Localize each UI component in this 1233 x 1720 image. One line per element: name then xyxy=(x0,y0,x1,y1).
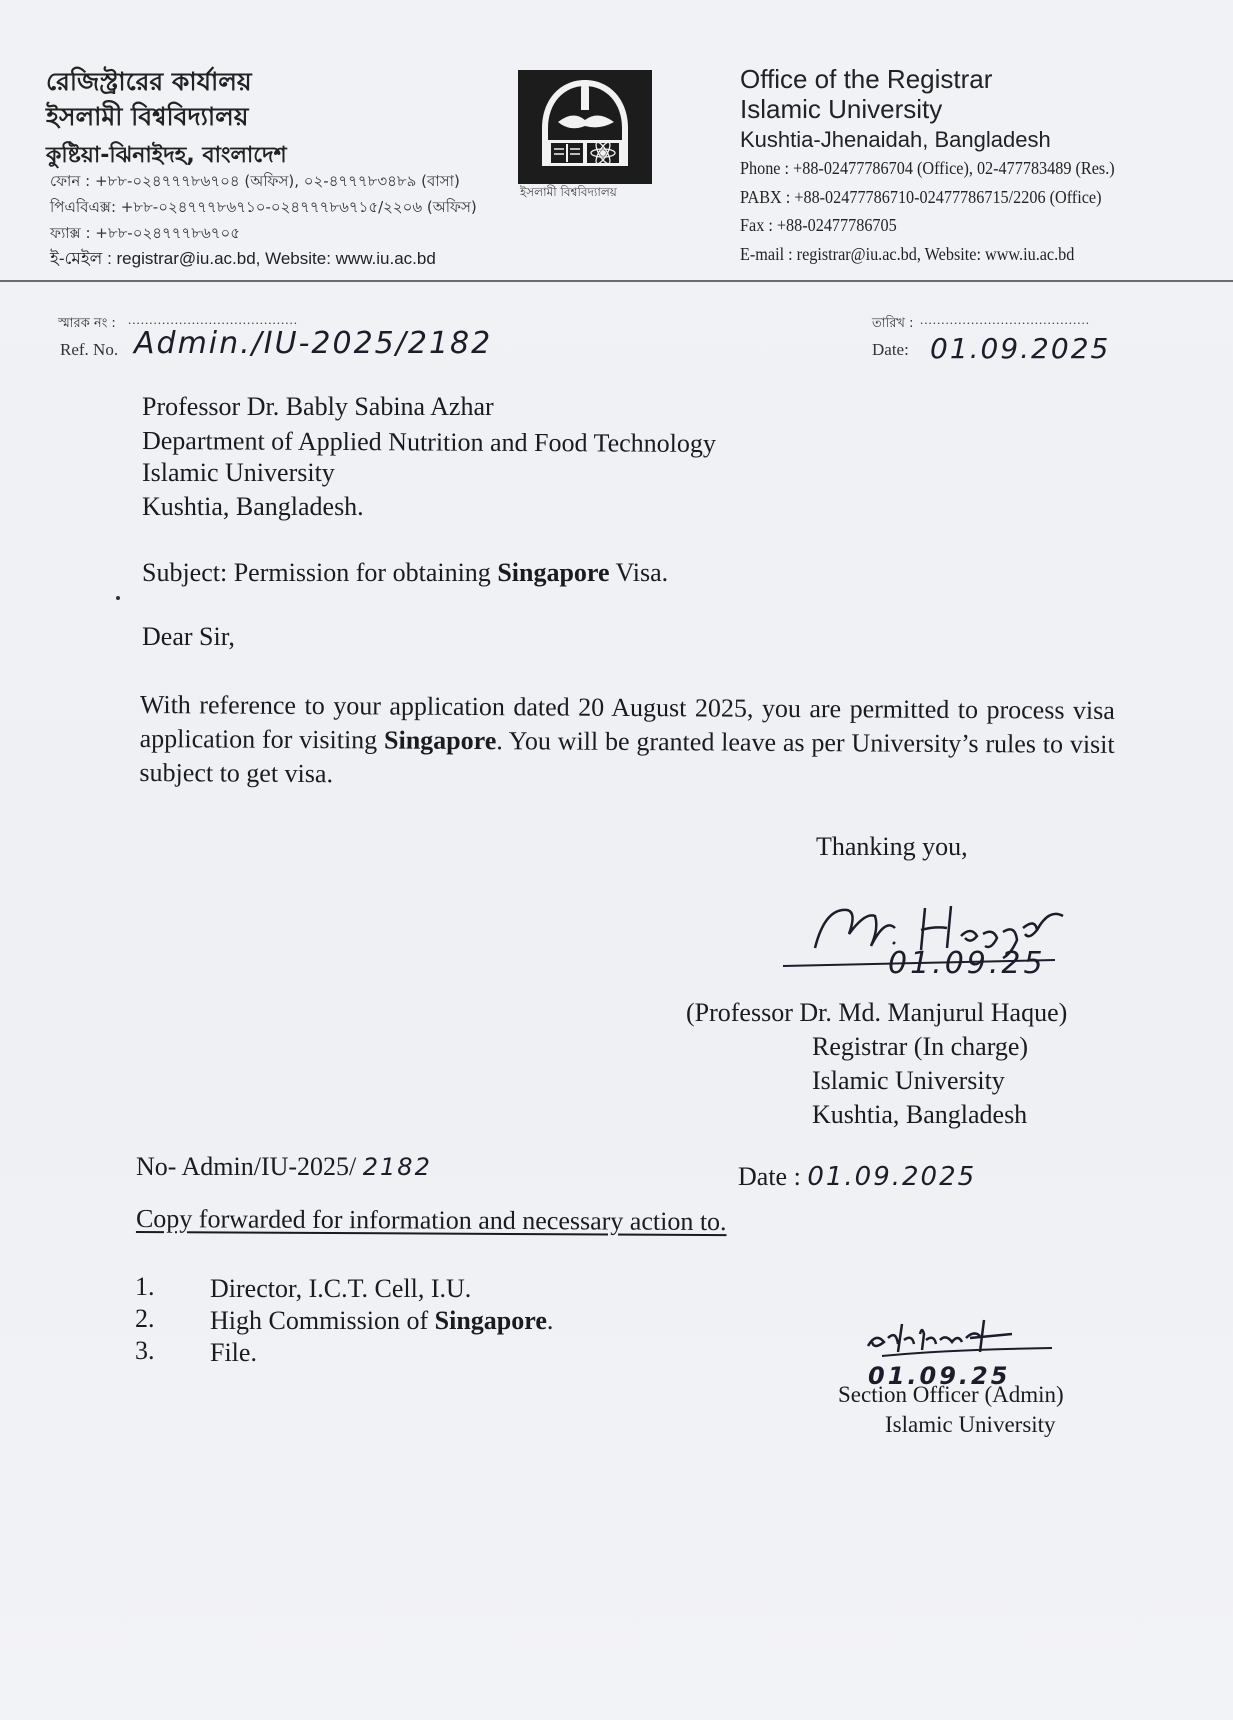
copy-item-text xyxy=(210,1306,553,1336)
closing: Thanking you, xyxy=(816,832,968,861)
bn-location: কুষ্টিয়া-ঝিনাইদহ, বাংলাদেশ xyxy=(46,143,287,168)
body-part2: . You will be granted leave as per University’s rules to visit subject to get visa. xyxy=(139,726,1115,789)
date-label: Date: xyxy=(872,340,909,359)
subject-line xyxy=(142,558,668,588)
registrar-sign-date: 01.09.25 xyxy=(888,946,1046,981)
section-officer-title: Section Officer (Admin) xyxy=(838,1382,1064,1407)
en-fax: Fax : +88-02477786705 xyxy=(740,215,897,235)
copy-item-country: Singapore xyxy=(434,1306,547,1335)
en-university-name: Islamic University xyxy=(740,94,943,124)
body-country: Singapore xyxy=(384,725,497,756)
subject-country: Singapore xyxy=(497,558,610,587)
recipient-university: Islamic University xyxy=(142,458,335,487)
registrar-title: Registrar (In charge) xyxy=(812,1032,1029,1061)
copy-item-end: . xyxy=(546,1306,554,1335)
section-officer-org: Islamic University xyxy=(885,1412,1056,1437)
recipient-department: Department of Applied Nutrition and Food Technology xyxy=(141,426,717,459)
registrar-org: Islamic University xyxy=(812,1066,1005,1095)
en-email-website: E-mail : registrar@iu.ac.bd, Website: www.iu.ac.bd xyxy=(740,244,1075,264)
copy-date-line xyxy=(738,1162,976,1192)
date-handwritten: 01.09.2025 xyxy=(930,332,1111,365)
bn-office-title: রেজিস্ট্রারের কার্যালয় xyxy=(46,67,252,96)
logo-caption: ইসলামী বিশ্ববিদ্যালয় xyxy=(520,185,617,199)
ref-label: Ref. No. xyxy=(60,340,119,359)
registrar-place: Kushtia, Bangladesh xyxy=(812,1100,1028,1129)
recipient-location: Kushtia, Bangladesh. xyxy=(142,492,364,521)
copy-heading: Copy forwarded for information and necessary action to. xyxy=(135,1204,727,1237)
copy-item-text: Director, I.C.T. Cell, I.U. xyxy=(210,1274,472,1303)
university-logo xyxy=(518,70,652,184)
ref-label-bn: স্মারক নং : xyxy=(58,316,116,331)
en-location: Kushtia-Jhenaidah, Bangladesh xyxy=(740,127,1051,152)
header-divider xyxy=(0,280,1233,282)
copy-date-handwritten: 01.09.2025 xyxy=(807,1162,977,1192)
body-part1: With reference to your application dated 20 August 2025, you are permitted to process visa application for visiting xyxy=(139,689,1115,755)
date-label-bn: তারিখ : xyxy=(872,316,914,331)
section-officer-sign-date: 01.09.25 xyxy=(868,1362,1011,1390)
bn-university-name: ইসলামী বিশ্ববিদ্যালয় xyxy=(46,102,249,131)
copy-item-text-plain: High Commission of xyxy=(210,1306,435,1335)
registrar-name: (Professor Dr. Md. Manjurul Haque) xyxy=(686,998,1068,1027)
bn-phone: ফোন : +৮৮-০২৪৭৭৭৮৬৭০৪ (অফিস), ০২-৪৭৭৭৮৩৪৮৯ (বাসা) xyxy=(50,172,460,190)
ref-dots: ........................................ xyxy=(128,312,298,327)
recipient-name: Professor Dr. Bably Sabina Azhar xyxy=(142,392,494,421)
subject-suffix: Visa. xyxy=(609,558,669,587)
bn-pabx: পিএবিএক্স: +৮৮-০২৪৭৭৭৮৬৭১০-০২৪৭৭৭৮৬৭১৫/২২০৬ (অফিস) xyxy=(50,198,477,216)
body-paragraph xyxy=(139,688,1115,796)
copy-item-number: 2. xyxy=(135,1304,155,1333)
copy-item-text: File. xyxy=(210,1338,257,1367)
copy-item-number: 1. xyxy=(135,1272,155,1301)
en-phone: Phone : +88-02477786704 (Office), 02-477783489 (Res.) xyxy=(740,158,1115,178)
bn-email-website: ই-মেইল : registrar@iu.ac.bd, Website: www.iu.ac.bd xyxy=(50,249,436,268)
en-pabx: PABX : +88-02477786710-02477786715/2206 (Office) xyxy=(740,187,1102,207)
copy-no-handwritten: 2182 xyxy=(362,1153,432,1181)
en-office-title: Office of the Registrar xyxy=(740,64,993,94)
copy-item-number: 3. xyxy=(135,1336,155,1365)
ref-number-handwritten: Admin./IU-2025/2182 xyxy=(134,326,493,361)
copy-no-prefix: No- Admin/IU-2025/ xyxy=(136,1152,363,1181)
bn-fax: ফ্যাক্স : +৮৮-০২৪৭৭৭৮৬৭০৫ xyxy=(50,224,240,242)
subject-prefix: Subject: Permission for obtaining xyxy=(142,558,498,587)
date-dots: ........................................ xyxy=(920,312,1090,327)
stray-dot xyxy=(116,596,120,600)
copy-date-prefix: Date : xyxy=(738,1162,808,1191)
copy-number-line xyxy=(136,1152,432,1182)
salutation: Dear Sir, xyxy=(142,622,235,651)
